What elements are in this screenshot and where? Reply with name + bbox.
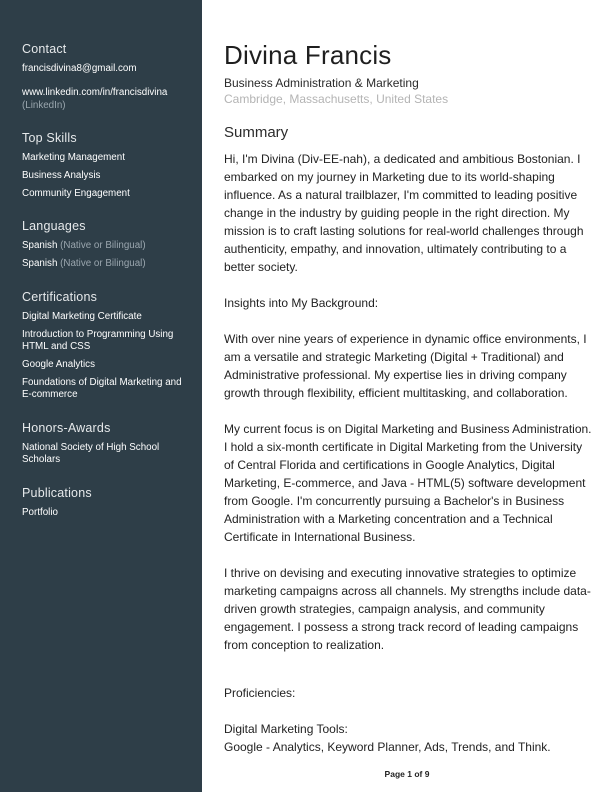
skill-item: Business Analysis (22, 170, 101, 182)
summary-heading: Summary (224, 124, 289, 141)
publication-item[interactable]: Portfolio (22, 506, 58, 518)
summary-paragraph: Google - Analytics, Keyword Planner, Ads, Trends, and Think. (224, 740, 551, 754)
certification-item: Introduction to Programming Using HTML and CSS (22, 328, 174, 353)
language-item (22, 240, 194, 252)
summary-paragraph: Hi, I'm Divina (Div-EE-nah), a dedicated and ambitious Bostonian. I embarked on my journey in Marketing due to its world-shaping influence. As a natural trailblazer, I'm committed to leading positive change in the industry by guiding people in the right direction. My mission is to craft lasting solutions for real-world challenges through authenticity, empathy, and innovation, ultimately contributing to a better society. (224, 152, 584, 274)
summary-paragraph: My current focus is on Digital Marketing and Business Administration. I hold a six-month certificate in Digital Marketing from the University of Central Florida and certifications in Google Analytics, Digital Marketing, E-commerce, and Java - HTML(5) software development from Google. I'm concurrently pursuing a Bachelor's in Business Administration with a Marketing concentration and a Technical Certificate in International Business. (224, 422, 592, 544)
top-skills-heading: Top Skills (22, 131, 77, 146)
certification-item: Digital Marketing Certificate (22, 310, 142, 322)
summary-paragraph: With over nine years of experience in dynamic office environments, I am a versatile and strategic Marketing (Digital + Traditional) and Administrative professional. My expertise lies in driving company growth through flexibility, efficient multitasking, and collaboration. (224, 332, 587, 400)
contact-section (22, 42, 194, 112)
certifications-section (22, 290, 194, 402)
contact-email[interactable]: francisdivina8@gmail.com (22, 63, 137, 74)
summary-paragraph: Proficiencies: (224, 686, 296, 700)
publications-heading: Publications (22, 485, 92, 500)
page-footer: Page 1 of 9 (384, 769, 430, 779)
language-item (22, 258, 194, 270)
honors-section (22, 421, 194, 467)
certification-item: Google Analytics (22, 358, 95, 370)
profile-name: Divina Francis (224, 40, 392, 70)
language-level: (Native or Bilingual) (60, 258, 146, 270)
sidebar (0, 0, 202, 792)
publications-section (22, 486, 194, 519)
language-name: Spanish (22, 258, 58, 270)
certifications-heading: Certifications (22, 289, 98, 304)
main-content (224, 40, 594, 756)
language-level: (Native or Bilingual) (60, 240, 146, 252)
honor-item: National Society of High School Scholars (22, 441, 160, 466)
skill-item: Community Engagement (22, 188, 130, 200)
profile-location: Cambridge, Massachusetts, United States (224, 92, 449, 106)
languages-heading: Languages (22, 219, 86, 234)
profile-headline: Business Administration & Marketing (224, 76, 419, 90)
spacer (224, 654, 594, 684)
linkedin-url[interactable]: www.linkedin.com/in/francisdivina (22, 87, 168, 99)
honors-heading: Honors-Awards (22, 420, 111, 435)
summary-paragraph: Insights into My Background: (224, 296, 379, 310)
skill-item: Marketing Management (22, 152, 125, 164)
contact-heading: Contact (22, 42, 67, 56)
linkedin-link[interactable] (22, 87, 194, 112)
languages-section (22, 219, 194, 270)
linkedin-label: (LinkedIn) (22, 99, 66, 111)
summary-paragraph: Digital Marketing Tools: (224, 722, 348, 736)
top-skills-section (22, 131, 194, 200)
certification-item: Foundations of Digital Marketing and E-commerce (22, 376, 182, 401)
language-name: Spanish (22, 240, 58, 252)
summary-paragraph: I thrive on devising and executing innovative strategies to optimize marketing campaigns across all channels. My strengths include data-driven growth strategies, campaign analysis, and community engagement. I possess a strong track record of leading campaigns from conception to realization. (224, 566, 591, 652)
